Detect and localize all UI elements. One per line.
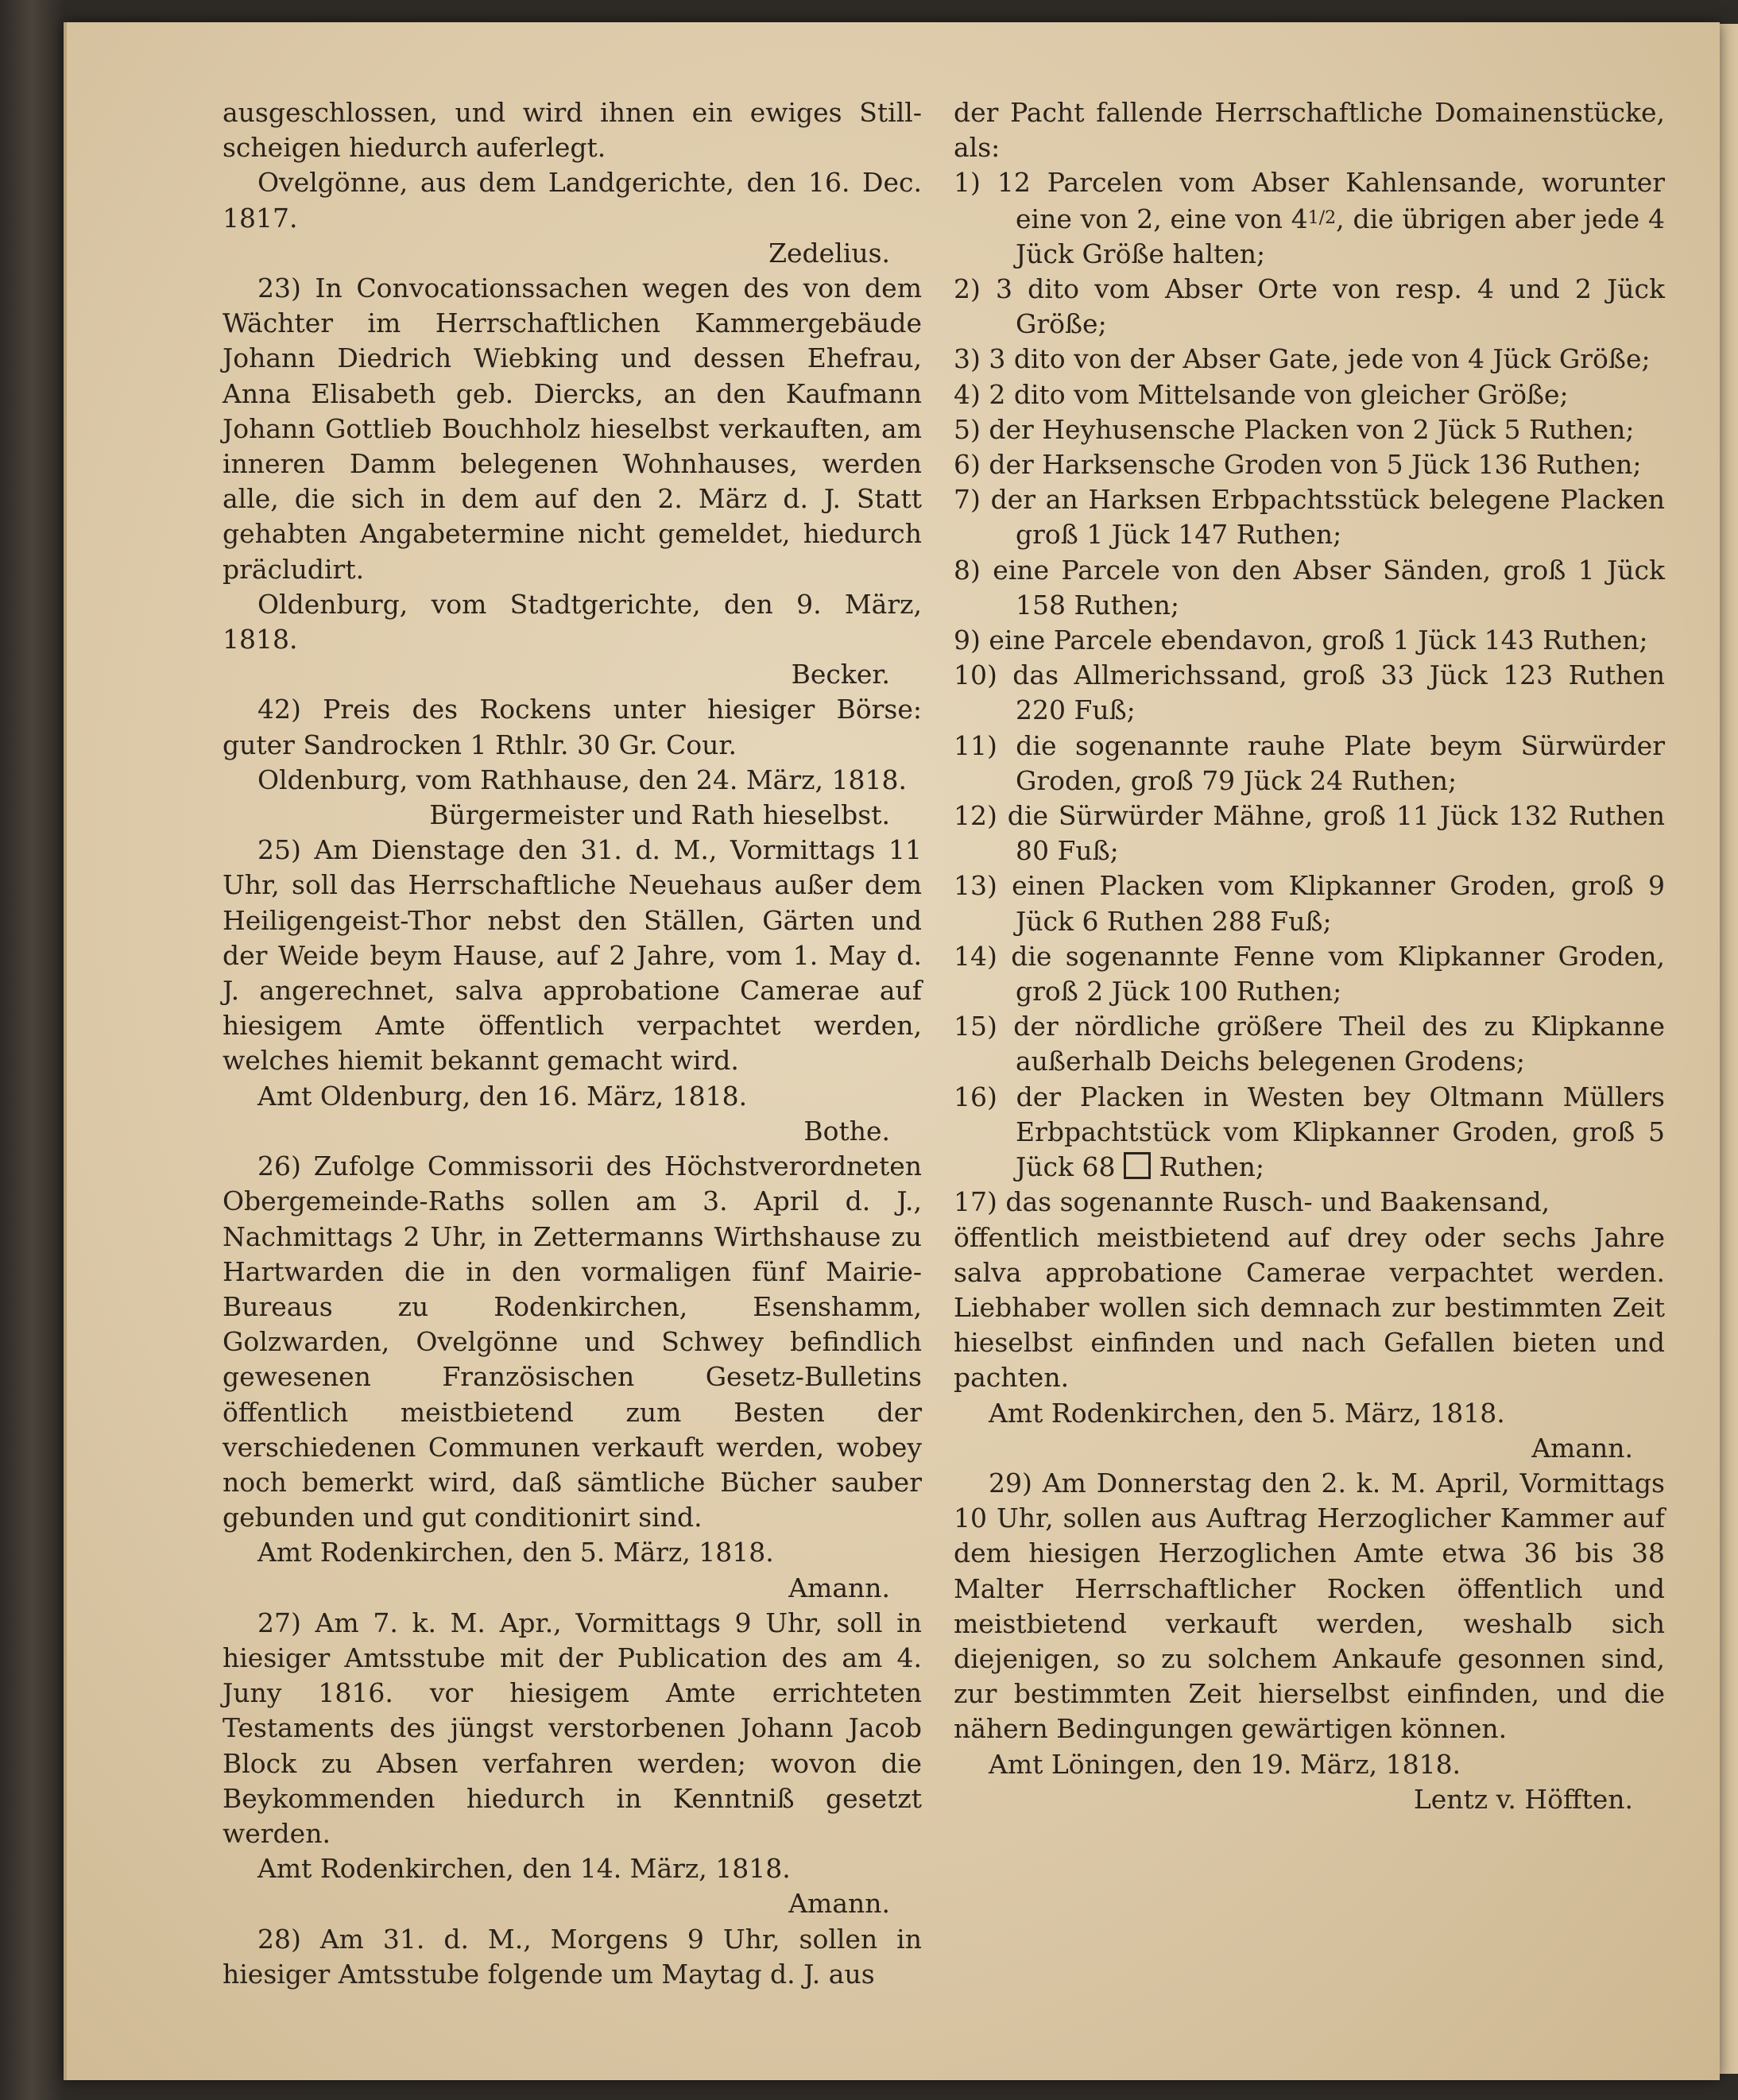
list-item: 15) der nördliche größere Theil des zu Klipkanne außerhalb Deichs belegenen Grodens;	[954, 1011, 1665, 1077]
list-item: 2) 3 dito vom Abser Orte von resp. 4 und 2 Jück Größe;	[954, 273, 1665, 340]
fraction: 1/2	[1307, 207, 1337, 228]
notice-date: Ovelgönne, aus dem Landgerichte, den 16. Dec. 1817.	[223, 167, 922, 234]
list-item: 16) der Placken in Westen bey Oltmann Müllers Erbpachtstück vom Klipkanner Groden, groß 5 Jück 68 Ruthen;	[954, 1081, 1665, 1183]
notice-25-date: Amt Oldenburg, den 16. März, 1818.	[257, 1080, 748, 1112]
list-item: 5) der Heyhusensche Placken von 2 Jück 5 Ruthen;	[954, 413, 1635, 445]
notice-26-signature: Amann.	[788, 1572, 890, 1603]
notice-23: 23) In Convocationssachen wegen des von dem Wächter im Herrschaftlichen Kammergebäude Johann Diedrich Wiebking und dessen Ehefrau, Anna Elisabeth geb. Diercks, an den Kaufmann Johann Gottlieb Bouchholz hieselbst verkauften, am inneren Damm belegenen Wohnhauses, werden alle, die sich in dem auf den 2. März d. J. Statt gehabten Angabetermine nicht gemeldet, hiedurch präcludirt.	[223, 273, 922, 585]
right-column	[954, 95, 1665, 1817]
lease-closing-paragraph: öffentlich meistbietend auf drey oder sechs Jahre salva approbatione Camerae verpachtet werden. Liebhaber wollen sich demnach zur bestimmten Zeit hieselbst einfinden und nach Gefallen bieten und pachten.	[954, 1221, 1665, 1394]
notice-42: 42) Preis des Rockens unter hiesiger Börse: guter Sandrocken 1 Rthlr. 30 Gr. Cour.	[223, 694, 922, 760]
list-item: 4) 2 dito vom Mittelsande von gleicher Größe;	[954, 378, 1569, 410]
list-item: 11) die sogenannte rauhe Plate beym Sürwürder Groden, groß 79 Jück 24 Ruthen;	[954, 729, 1665, 796]
notice-27-signature: Amann.	[788, 1888, 890, 1920]
list-item: 3) 3 dito von der Abser Gate, jede von 4 Jück Größe;	[954, 343, 1651, 375]
list-item: 17) das sogenannte Rusch- und Baakensand,	[954, 1186, 1550, 1218]
list-item: 12) die Sürwürder Mähne, groß 11 Jück 132 Ruthen 80 Fuß;	[954, 800, 1665, 867]
notice-29: 29) Am Donnerstag den 2. k. M. April, Vormittags 10 Uhr, sollen aus Auftrag Herzoglicher Kammer auf dem hiesigen Herzoglichen Amte etwa 36 bis 38 Malter Herrschaftlicher Rocken öffentlich und meistbietend verkauft werden, weshalb sich diejenigen, so zu solchem Ankaufe gesonnen sind, zur bestimmten Zeit hierselbst einfinden, und die nähern Bedingungen gewärtigen können.	[954, 1467, 1665, 1745]
notice-27: 27) Am 7. k. M. Apr., Vormittags 9 Uhr, soll in hiesiger Amtsstube mit der Publication des am 4. Juny 1816. vor hiesigem Amte errichteten Testaments des jüngst verstorbenen Johann Jacob Block zu Absen verfahren werden; wovon die Beykommenden hiedurch in Kenntniß gesetzt werden.	[223, 1607, 922, 1849]
notice-29-signature: Lentz v. Höfften.	[1413, 1783, 1633, 1815]
lease-closing-signature: Amann.	[1531, 1432, 1633, 1464]
notice-28: 28) Am 31. d. M., Morgens 9 Uhr, sollen in hiesiger Amtsstube folgende um Maytag d. J. aus	[223, 1923, 922, 1990]
list-item: 14) die sogenannte Fenne vom Klipkanner Groden, groß 2 Jück 100 Ruthen;	[954, 940, 1665, 1007]
notice-25-signature: Bothe.	[803, 1115, 890, 1147]
notice-26-date: Amt Rodenkirchen, den 5. März, 1818.	[257, 1537, 774, 1568]
notice-23-signature: Becker.	[791, 659, 890, 690]
list-item: 13) einen Placken vom Klipkanner Groden, groß 9 Jück 6 Ruthen 288 Fuß;	[954, 870, 1665, 937]
list-item: 7) der an Harksen Erbpachtsstück belegene Placken groß 1 Jück 147 Ruthen;	[954, 484, 1665, 551]
list-item: 6) der Harksensche Groden von 5 Jück 136 Ruthen;	[954, 449, 1642, 481]
notice-42-signature: Bürgermeister und Rath hieselbst.	[429, 799, 890, 831]
continuation-paragraph: ausgeschlossen, und wird ihnen ein ewiges Still-scheigen hiedurch auferlegt.	[223, 97, 922, 164]
notice-23-date: Oldenburg, vom Stadtgerichte, den 9. März, 1818.	[223, 588, 922, 656]
left-column	[223, 95, 922, 1992]
notice-signature: Zedelius.	[768, 237, 890, 269]
notice-27-date: Amt Rodenkirchen, den 14. März, 1818.	[257, 1853, 791, 1885]
notice-42-date: Oldenburg, vom Rathhause, den 24. März, 1818.	[257, 764, 907, 795]
list-item: 10) das Allmerichssand, groß 33 Jück 123 Ruthen 220 Fuß;	[954, 659, 1665, 726]
notice-26: 26) Zufolge Commissorii des Höchstverordneten Obergemeinde-Raths sollen am 3. April d. J., Nachmittags 2 Uhr, in Zettermanns Wirthshause zu Hartwarden die in den vormaligen fünf Mairie-Bureaus zu Rodenkirchen, Esenshamm, Golzwarden, Ovelgönne und Schwey befindlich gewesenen Französischen Gesetz-Bulletins öffentlich meistbietend zum Besten der verschiedenen Communen verkauft werden, wobey noch bemerkt wird, daß sämtliche Bücher sauber gebunden und gut conditionirt sind.	[223, 1151, 922, 1533]
notice-29-date: Amt Löningen, den 19. März, 1818.	[989, 1748, 1461, 1780]
notice-28-continuation: der Pacht fallende Herrschaftliche Domainenstücke, als:	[954, 97, 1665, 164]
lease-closing-date: Amt Rodenkirchen, den 5. März, 1818.	[989, 1397, 1505, 1429]
list-item: 9) eine Parcele ebendavon, groß 1 Jück 143 Ruthen;	[954, 625, 1648, 656]
list-item: 8) eine Parcele von den Abser Sänden, groß 1 Jück 158 Ruthen;	[954, 554, 1665, 621]
blank-box-mark	[1124, 1152, 1151, 1179]
notice-25: 25) Am Dienstage den 31. d. M., Vormittags 11 Uhr, soll das Herrschaftliche Neuehaus außer dem Heiligengeist-Thor nebst den Ställen, Gärten und der Weide beym Hause, auf 2 Jahre, vom 1. May d. J. angerechnet, salva approbatione Camerae auf hiesigem Amte öffentlich verpachtet werden, welches hiemit bekannt gemacht wird.	[223, 834, 922, 1077]
list-item: 1) 12 Parcelen vom Abser Kahlensande, worunter eine von 2, eine von 41/2, die übrigen aber jede 4 Jück Größe halten;	[954, 167, 1665, 269]
